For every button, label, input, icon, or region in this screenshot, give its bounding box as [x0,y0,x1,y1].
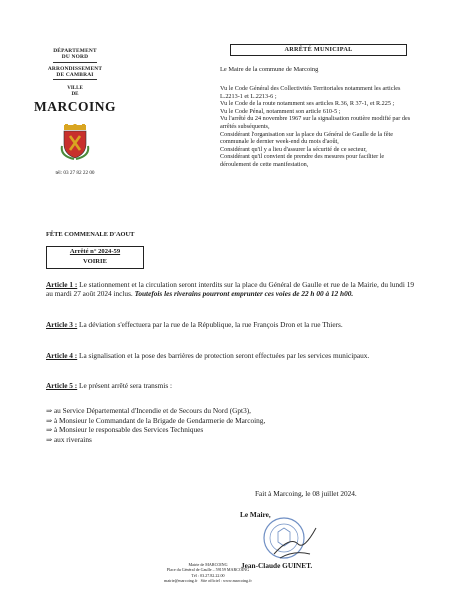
article-3 [46,320,414,329]
reference-box [46,246,144,269]
article-4 [46,351,414,360]
signatory-name: Jean-Claude GUINET. [241,561,313,570]
recipient-item: ⇒ à Monsieur le responsable des Services Techniques [46,425,204,435]
ville-label-1: VILLE [67,86,83,92]
divider [53,79,97,80]
article-label: Article 4 : [46,351,78,360]
decree-category: VOIRIE [82,258,108,265]
mayor-line: Le Maire de la commune de Marcoing [220,66,319,73]
arrondissement-line-1: ARRONDISSEMENT [47,65,103,72]
ville-label-2: DE [71,91,79,97]
departement-line-2: DU NORD [61,54,89,61]
considerant-item: Vu l'arrêté du 24 novembre 1967 sur la signalisation routière modifié par des arrêtés subséquents, [220,115,411,130]
town-name: MARCOING [34,99,116,115]
recipient-item: ⇒ aux riverains [46,435,92,445]
article-1 [46,280,414,298]
footer [140,562,276,583]
considerant-item: Considérant l'organisation sur la place du Général de Gaulle de la fête communale le dernier week-end du mois d'août, [220,130,393,146]
article-label: Article 5 : [46,381,78,390]
considerant-item: Vu le Code Général des Collectivités Territoriales notamment les articles L.2213-1 et L.2213-6 ; [220,85,401,100]
town-phone: tél: 03 27 82 22 00 [55,170,95,177]
arrondissement-line-2: DE CAMBRAI [56,71,94,78]
article-text: La déviation s'effectuera par la rue de la République, la rue François Dron et la rue Thiers. [77,320,343,329]
footer-line: Place du Général de Gaulle – 59159 MARCOING [166,567,250,573]
divider [53,62,97,63]
recipient-item: ⇒ à Monsieur le Commandant de la Brigade de Gendarmerie de Marcoing, [46,415,266,425]
subject-line: FÊTE COMMENALE D'AOUT [46,231,135,238]
coat-of-arms-icon [60,124,90,165]
document-title: ARRÊTÉ MUNICIPAL [230,44,407,56]
article-text: La signalisation et la pose des barrières de protection seront effectuées par les services municipaux. [77,351,370,360]
footer-email-link[interactable]: mairie@marcoing.fr [164,577,198,583]
considerant-item: Considérant qu'il convient de prendre des mesures pour faciliter le déroulement de cette manifestation, [220,153,385,168]
article-label: Article 3 : [46,320,78,329]
article-text: Le présent arrêté sera transmis : [77,381,173,390]
article-italic-note: Toutefois les riverains pourront emprunter ces voies de 22 h 00 à 12 h00. [134,289,354,299]
recipient-item: ⇒ au Service Départemental d'Incendie et de Secours du Nord (Gpt3), [46,406,251,415]
departement-line-1: DÉPARTEMENT [53,48,97,54]
decree-number: Arrêté n° 2024-59 [69,248,121,255]
considerants-block [220,85,413,169]
article-text: Le stationnement et la circulation seront interdits sur la place du Général de Gaulle et rue de la Mairie, du lundi 19 au mardi 27 août 2024 inclus. [46,280,415,299]
footer-line: Tél : 03.27.82.22.00 [191,572,225,578]
recipients-list [46,406,265,445]
footer-line: Mairie de MARCOING [188,562,228,567]
considerant-item: Vu le Code de la route notamment ses articles R.36, R 37-1, et R.225 ; [220,100,395,108]
signature-role: Le Maire, [240,510,271,519]
considerant-item: Considérant qu'il y a lieu d'assurer la sécurité de ce secteur, [220,145,367,153]
letterhead-sidebar [16,48,134,176]
considerant-item: Vu le Code Pénal, notamment son article 610-5 ; [220,107,341,115]
article-5 [46,381,414,390]
signature-date: Fait à Marcoing, le 08 juillet 2024. [255,489,357,498]
footer-website[interactable]: Site officiel : www.marcoing.fr [200,577,252,583]
article-label: Article 1 : [46,280,78,289]
